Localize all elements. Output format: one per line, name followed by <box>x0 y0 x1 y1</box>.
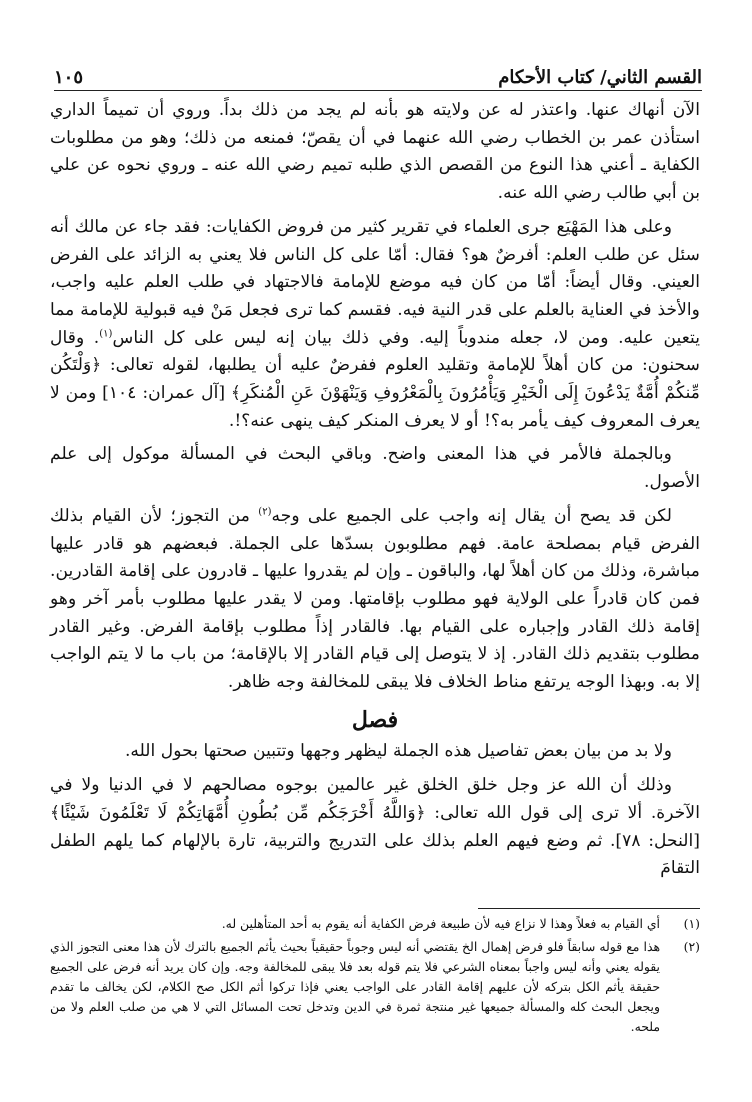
page-number: ١٠٥ <box>54 67 84 88</box>
footnote-ref-1: (١) <box>99 327 113 339</box>
paragraph-4-part-b: من التجوز؛ لأن القيام بذلك الفرض قيام بمصلحة عامة. فهم مطلوبون بسدّها على الجملة. فبعضهم هو قادر عليها مباشرة، وذلك من كان أهلاً لها، والباقون ـ وإن لم يقدروا عليها ـ قادرون على إقامة القادرين. فمن كان قادراً على الولاية فهو مطلوب بإقامتها. ومن لا يقدر عليها مطلوب بأمر آخر وهو إقامة ذلك القادر وإجباره على القيام بها. فالقادر إذاً مطلوب بإقامة الفرض. وغير القادر مطلوب بتقديم ذلك القادر. إذ لا يتوصل إلى قيام القادر إلا بالإقامة؛ من باب ما لا يتم الواجب إلا به. وبهذا الوجه يرتفع مناط الخلاف فلا يبقى للمخالفة وجه ظاهر. <box>50 505 700 693</box>
paragraph-2 <box>50 214 700 436</box>
main-text <box>50 97 700 889</box>
header-rule <box>54 90 702 91</box>
footnote-text: أي القيام به فعلاً وهذا لا نزاع فيه لأن طبيعة فرض الكفاية أنه يقوم به أحد المتأهلين له. <box>221 916 660 931</box>
paragraph-4-part-a: لكن قد يصح أن يقال إنه واجب على الجميع على وجه <box>271 505 672 526</box>
footnote-number: (٢) <box>683 939 700 954</box>
footnote <box>50 937 700 1037</box>
footnote-number: (١) <box>683 916 700 931</box>
section-heading: فصل <box>351 706 399 733</box>
footnote-ref-2: (٢) <box>258 506 272 518</box>
header-title: القسم الثاني/ كتاب الأحكام <box>498 67 702 88</box>
paragraph-6: وذلك أن الله عز وجل خلق الخلق غير عالمين بوجوه مصالحهم لا في الدنيا ولا في الآخرة. ألا ترى إلى قول الله تعالى: ﴿وَاللَّهُ أَخْرَجَكُم مِّن بُطُونِ أُمَّهَاتِكُمْ لَا تَعْلَمُونَ شَيْئًا﴾ [النحل: ٧٨]. ثم وضع فيهم العلم بذلك على التدريج والتربية، تارة بالإلهام كما يلهم الطفل التقامَ <box>50 775 701 879</box>
paragraph-4 <box>50 503 700 697</box>
paragraph-2-part-a: وعلى هذا المَهْيَع جرى العلماء في تقرير كثير من فروض الكفايات: فقد جاء عن مالك أنه سئل عن طلب العلم: أفرضٌ هو؟ فقال: أمّا على كل الناس فلا يعني به الزائد على الفرض العيني. وقال أيضاً: أمّا من كان فيه موضع للإمامة فالاجتهاد في طلب العلم عليه واجب، والأخذ في العناية بالعلم على قدر النية فيه. فقسم كما ترى فجعل مَنْ فيه قبولية للإمامة مما يتعين عليه. ومن لا، جعله مندوباً إليه. وفي ذلك بيان إنه ليس على كل الناس <box>50 216 700 348</box>
running-header <box>54 58 702 88</box>
footnotes <box>50 914 700 1040</box>
footnote-text: هذا مع قوله سابقاً فلو فرض إهمال الخ يقتضي أنه ليس وجوباً حقيقياً بحيث يأثم الجميع بالترك لأن هذا معنى التجوز الذي يقوله يعني وأنه ليس واجباً بمعناه الشرعي فلا يتم قوله بعد فلا يبقى للمخالفة وجه. وإن كان يريد أنه فرض على الجميع حقيقة يأثم الكل بتركه لأن عليهم إقامة القادر على الواجب يعني فإذا تركوا أثم الكل صح الكلام، لكن يخالف ما تقدم ويجعل البحث كله والمسألة جميعها غير منتجة ثمرة في الدين وتدخل تحت المسائل التي لا هي من صلب العلم ولا من ملحه. <box>50 939 660 1034</box>
paragraph-5: ولا بد من بيان بعض تفاصيل هذه الجملة ليظهر وجهها وتتبين صحتها بحول الله. <box>124 741 672 762</box>
paragraph-1: الآن أنهاك عنها. واعتذر له عن ولايته هو بأنه لم يجد من ذلك بداً. وروي أن تميماً الداري استأذن عمر بن الخطاب رضي الله عنهما في أن يقصّ؛ فمنعه من ذلك؛ وهو من مطلوبات الكفاية ـ أعني هذا النوع من القصص الذي طلبه تميم رضي الله عنه ـ وروي نحوه عن علي بن أبي طالب رضي الله عنه. <box>50 100 700 204</box>
paragraph-3: وبالجملة فالأمر في هذا المعنى واضح. وباقي البحث في المسألة موكول إلى علم الأصول. <box>50 444 700 493</box>
paragraph-2-part-b: . وقال سحنون: من كان أهلاً للإمامة وتقليد العلوم ففرضٌ عليه أن يطلبها، لقوله تعالى: ﴿وَلْتَكُن مِّنكُمْ أُمَّةٌ يَدْعُونَ إِلَى الْخَيْرِ وَيَأْمُرُونَ بِالْمَعْرُوفِ وَيَنْهَوْنَ عَنِ الْمُنكَرِ﴾ [آل عمران: ١٠٤] ومن لا يعرف المعروف كيف يأمر به؟! أو لا يعرف المنكر كيف ينهى عنه؟!. <box>50 327 700 431</box>
footnote-separator <box>478 908 700 909</box>
footnote <box>50 914 700 934</box>
